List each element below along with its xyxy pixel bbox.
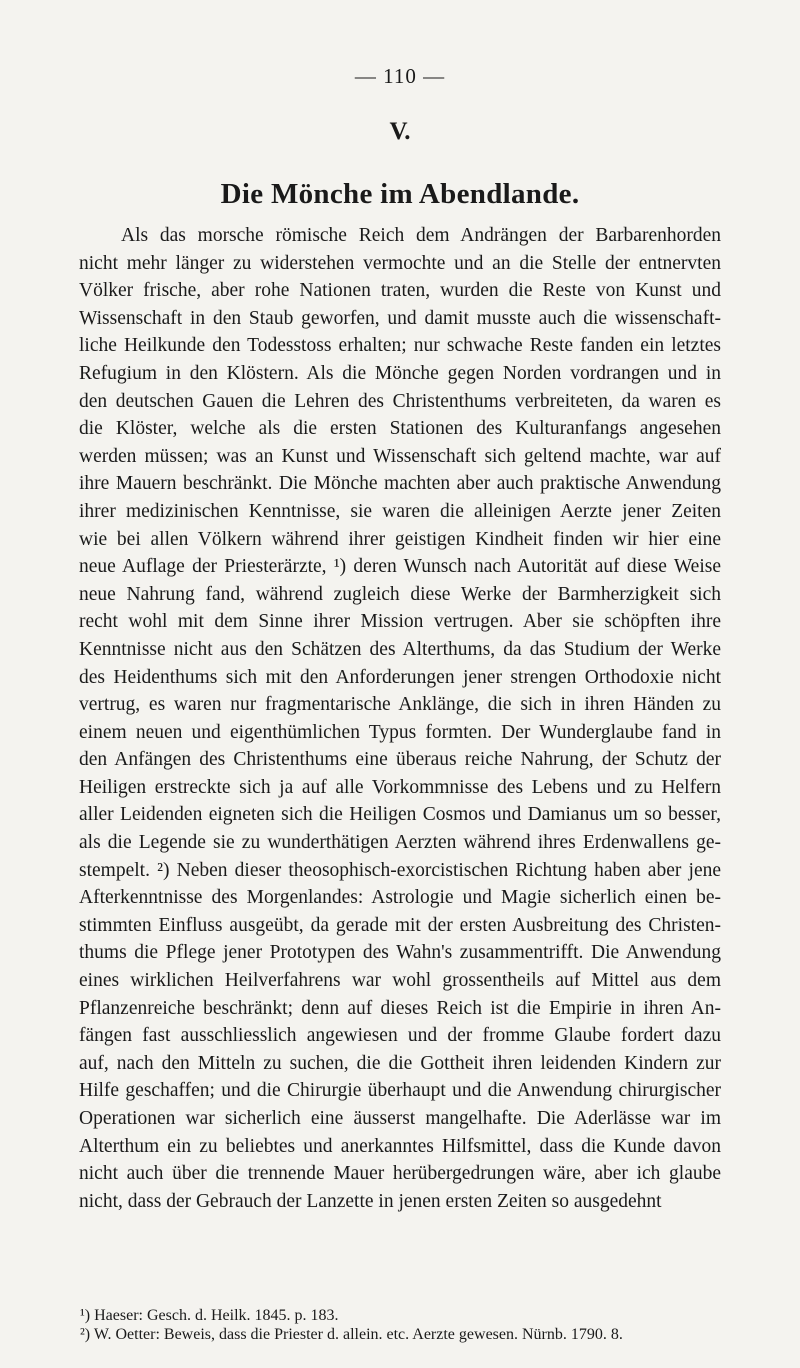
text-line: ihrer medizinischen Kenntnisse, sie waren die alleinigen Aerzte jener Zeiten <box>79 500 721 522</box>
text-line: den deutschen Gauen die Lehren des Christenthums verbreiteten, da waren es <box>79 390 721 412</box>
text-line: fängen fast ausschliesslich angewiesen und der fromme Glaube fordert dazu <box>79 1025 721 1047</box>
body-text <box>79 222 721 1215</box>
text-line: eines wirklichen Heilverfahrens war wohl grossentheils auf Mittel aus dem <box>79 970 721 992</box>
footnotes <box>80 1306 740 1344</box>
text-line: stempelt. ²) Neben dieser theosophisch-exorcistischen Richtung haben aber jene <box>79 859 721 881</box>
text-line: den Anfängen des Christenthums eine überaus reiche Nahrung, der Schutz der <box>79 749 721 771</box>
text-line: neue Nahrung fand, während zugleich diese Werke der Barmherzigkeit sich <box>79 583 721 605</box>
text-line: Heiligen erstreckte sich ja auf alle Vorkommnisse des Lebens und zu Helfern <box>79 776 721 798</box>
text-line: Operationen war sicherlich eine äusserst mangelhafte. Die Aderlässe war im <box>79 1108 721 1129</box>
text-line: werden müssen; was an Kunst und Wissenschaft sich geltend machte, war auf <box>79 445 721 467</box>
text-line: Pflanzenreiche beschränkt; denn auf dieses Reich ist die Empirie in ihren An- <box>79 997 721 1019</box>
text-line: wie bei allen Völkern während ihrer geistigen Kindheit finden wir hier eine <box>79 528 721 550</box>
text-line: ihre Mauern beschränkt. Die Mönche machten aber auch praktische Anwendung <box>79 473 721 495</box>
text-line: vertrug, es waren nur fragmentarische Anklänge, die sich in ihren Händen zu <box>79 694 721 716</box>
page-number: — 110 — <box>354 64 446 88</box>
text-line: stimmten Einfluss ausgeübt, da gerade mit der ersten Ausbreitung des Christen- <box>79 914 721 936</box>
chapter-number: V. <box>389 118 411 145</box>
text-line: Alterthum ein zu beliebtes und anerkanntes Hilfsmittel, dass die Kunde davon <box>79 1135 721 1157</box>
text-line: Afterkenntnisse des Morgenlandes: Astrologie und Magie sicherlich einen be- <box>79 887 721 909</box>
footnote: ²) W. Oetter: Beweis, dass die Priester d. allein. etc. Aerzte gewesen. Nürnb. 1790. 8. <box>80 1326 623 1343</box>
text-line: Refugium in den Klöstern. Als die Mönche gegen Norden vordrangen und in <box>79 362 721 384</box>
text-line: Hilfe geschaffen; und die Chirurgie überhaupt und die Anwendung chirurgischer <box>79 1080 721 1102</box>
text-line: liche Heilkunde den Todesstoss erhalten; nur schwache Reste fanden ein letztes <box>79 335 721 357</box>
text-line: nicht mehr länger zu widerstehen vermochte und an die Stelle der entnervten <box>79 252 721 274</box>
text-line: aller Leidenden eigneten sich die Heiligen Cosmos und Damianus um so besser, <box>79 804 721 826</box>
text-line: nicht, dass der Gebrauch der Lanzette in jenen ersten Zeiten so ausgedehnt <box>79 1190 662 1212</box>
text-line: Als das morsche römische Reich dem Andrängen der Barbarenhorden <box>121 225 721 246</box>
text-line: recht wohl mit dem Sinne ihrer Mission vertrugen. Aber sie schöpften ihre <box>79 611 721 633</box>
text-line: thums die Pflege jener Prototypen des Wahn's zusammentrifft. Die Anwendung <box>79 942 721 964</box>
text-line: nicht auch über die trennende Mauer herübergedrungen wäre, aber ich glaube <box>79 1163 721 1185</box>
footnote: ¹) Haeser: Gesch. d. Heilk. 1845. p. 183. <box>80 1307 339 1324</box>
text-line: auf, nach den Mitteln zu suchen, die die Gottheit ihren leidenden Kindern zur <box>79 1052 721 1074</box>
text-line: Kenntnisse nicht aus den Schätzen des Alterthums, da das Studium der Werke <box>79 638 721 660</box>
text-line: als die Legende sie zu wunderthätigen Aerzten während ihres Erdenwallens ge- <box>79 832 721 854</box>
chapter-title: Die Mönche im Abendlande. <box>220 178 580 210</box>
text-line: Völker frische, aber rohe Nationen traten, wurden die Reste von Kunst und <box>79 280 721 302</box>
text-line: neue Auflage der Priesterärzte, ¹) deren Wunsch nach Autorität auf diese Weise <box>79 556 721 578</box>
text-line: die Klöster, welche als die ersten Stationen des Kulturanfangs angesehen <box>79 418 721 440</box>
text-line: Wissenschaft in den Staub geworfen, und damit musste auch die wissenschaft- <box>79 307 721 329</box>
text-line: des Heidenthums sich mit den Anforderungen jener strengen Orthodoxie nicht <box>79 666 721 688</box>
text-line: einem neuen und eigenthümlichen Typus formten. Der Wunderglaube fand in <box>79 721 721 743</box>
